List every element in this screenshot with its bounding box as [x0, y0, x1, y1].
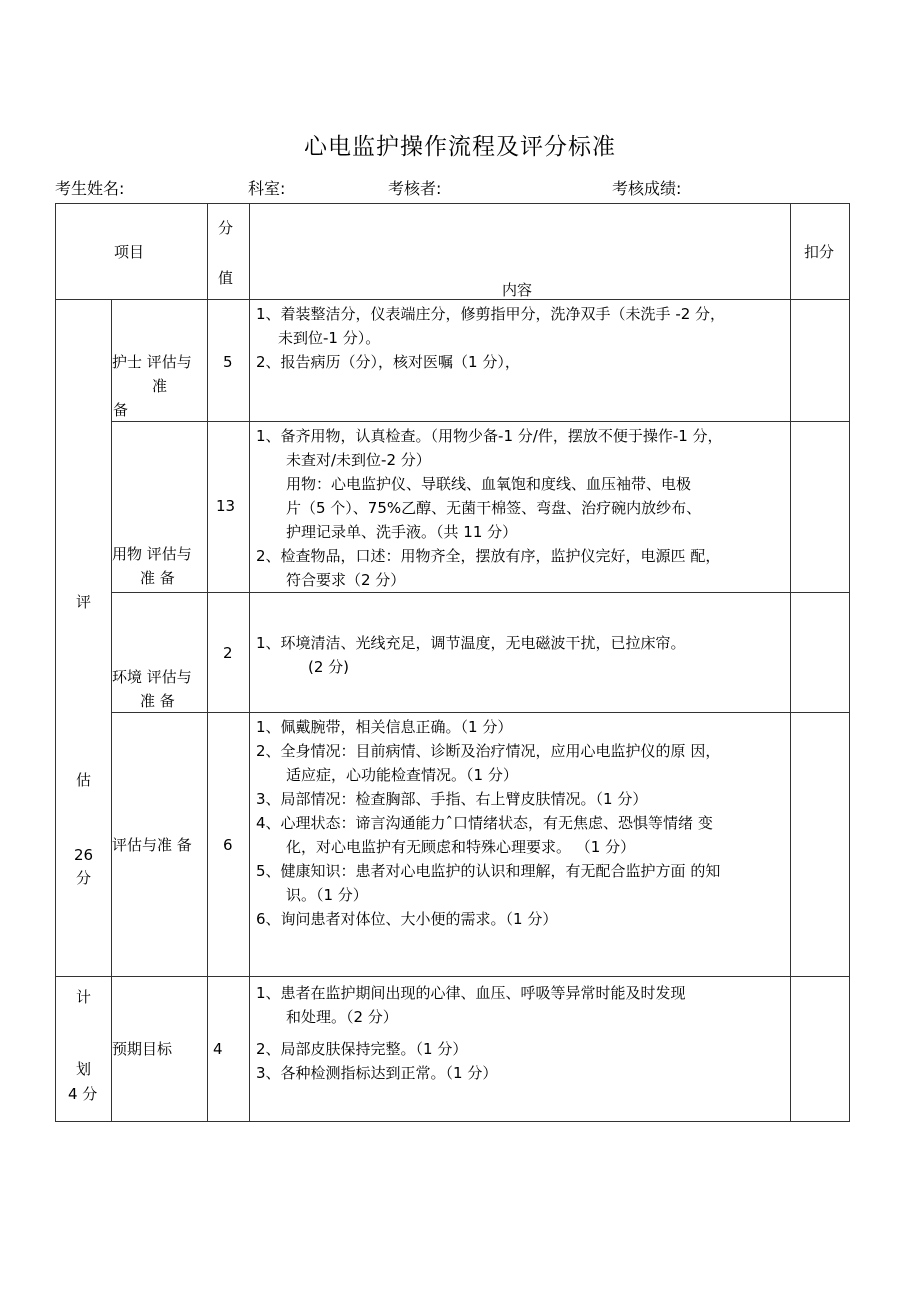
row-label-cell	[112, 977, 208, 1122]
row-content-cell	[250, 422, 791, 593]
content-line: 适应症，心功能检查情况。（1 分）	[286, 766, 518, 784]
row-label-cell	[112, 300, 208, 422]
row-points-cell	[208, 300, 250, 422]
group-plan-cell	[56, 977, 112, 1122]
row-points: 13	[216, 497, 236, 515]
row-points-cell	[208, 977, 250, 1122]
row-points: 2	[223, 644, 233, 662]
group-plan-char-1: 计	[76, 988, 92, 1006]
row-content-cell	[250, 593, 791, 713]
group-plan-char-2: 划	[76, 1060, 92, 1078]
department-label: 科室:	[248, 179, 286, 198]
content-line: 3、局部情况：检查胸部、手指、右上臂皮肤情况。（1 分）	[256, 790, 648, 808]
score-label: 考核成绩:	[612, 179, 682, 198]
row-content-cell	[250, 977, 791, 1122]
row-deduction-cell	[791, 422, 850, 593]
content-line: 2、检查物品，口述：用物齐全，摆放有序，监护仪完好，电源匹 配，	[256, 547, 721, 565]
header-points-2: 值	[218, 269, 234, 287]
row-points-cell	[208, 422, 250, 593]
content-line: 1、患者在监护期间出现的心律、血压、呼吸等异常时能及时发现	[256, 984, 686, 1002]
header-content-cell	[250, 204, 791, 300]
examinee-label: 考生姓名:	[55, 179, 125, 198]
content-line: 和处理。（2 分）	[286, 1008, 398, 1026]
content-line: 未到位-1 分）。	[278, 329, 381, 347]
content-line: 1、佩戴腕带，相关信息正确。（1 分）	[256, 718, 513, 736]
group-assess-cell	[56, 300, 112, 977]
content-line: 1、着装整洁分，仪表端庄分，修剪指甲分，洗净双手（未洗手 -2 分，	[256, 305, 726, 323]
content-line: 5、健康知识：患者对心电监护的认识和理解，有无配合监护方面 的知	[256, 862, 721, 880]
table-row	[56, 300, 850, 422]
row-label: 环境 评估与	[112, 668, 192, 686]
content-line: 2、局部皮肤保持完整。（1 分）	[256, 1040, 468, 1058]
row-deduction-cell	[791, 593, 850, 713]
content-line: 4、心理状态：谛言沟通能力ˆ口情绪状态，有无焦虑、恐惧等情绪 变	[256, 814, 713, 832]
row-label: 用物 评估与	[112, 545, 192, 563]
content-line: 1、环境清洁、光线充足，调节温度，无电磁波干扰，已拉床帘。	[256, 634, 686, 652]
row-content-cell	[250, 300, 791, 422]
group-assess-char-2: 估	[76, 771, 92, 789]
header-points-cell	[208, 204, 250, 300]
group-assess-unit: 分	[76, 869, 92, 887]
content-line: (2 分)	[308, 658, 350, 676]
row-label: 备	[113, 401, 129, 419]
content-line: 6、询问患者对体位、大小便的需求。（1 分）	[256, 910, 558, 928]
examiner-label: 考核者:	[388, 179, 442, 198]
table-header-row	[56, 204, 850, 300]
content-line: 未查对/未到位-2 分）	[286, 451, 431, 469]
table-row	[56, 977, 850, 1122]
row-points-cell	[208, 713, 250, 977]
row-points: 6	[223, 836, 233, 854]
row-label: 准	[152, 377, 168, 395]
content-line: 1、备齐用物，认真检查。（用物少备-1 分/件，摆放不便于操作-1 分，	[256, 427, 723, 445]
header-points-1: 分	[218, 219, 234, 237]
table-row	[56, 713, 850, 977]
header-item-cell	[56, 204, 208, 300]
page-title: 心电监护操作流程及评分标准	[304, 134, 616, 160]
content-line: 2、报告病历（分），核对医嘱（1 分），	[256, 353, 520, 371]
header-deduction-cell	[791, 204, 850, 300]
content-line: 用物：心电监护仪、导联线、血氧饱和度线、血压袖带、电极	[286, 475, 692, 493]
row-points: 5	[223, 353, 233, 371]
header-deduction: 扣分	[804, 243, 835, 261]
row-deduction-cell	[791, 977, 850, 1122]
group-assess-char-1: 评	[76, 593, 92, 611]
row-label-cell	[112, 713, 208, 977]
row-label: 护士 评估与	[112, 353, 192, 371]
row-content-cell	[250, 713, 791, 977]
content-line: 符合要求（2 分）	[286, 571, 406, 589]
row-label: 准 备	[140, 569, 175, 587]
table-row	[56, 593, 850, 713]
row-points: 4	[213, 1040, 223, 1058]
row-label: 准 备	[140, 692, 175, 710]
row-label-cell	[112, 593, 208, 713]
content-line: 3、各种检测指标达到正常。（1 分）	[256, 1064, 498, 1082]
row-label: 评估与准 备	[112, 836, 192, 854]
row-deduction-cell	[791, 713, 850, 977]
group-plan-points: 4 分	[68, 1085, 98, 1103]
content-line: 片（5 个）、75%乙醇、无菌干棉签、弯盘、治疗碗内放纱布、	[286, 499, 702, 517]
row-label: 预期目标	[112, 1040, 173, 1058]
row-deduction-cell	[791, 300, 850, 422]
content-line: 2、全身情况：目前病情、诊断及治疗情况，应用心电监护仪的原 因，	[256, 742, 721, 760]
row-points-cell	[208, 593, 250, 713]
scoring-table	[55, 203, 850, 1122]
table-row	[56, 422, 850, 593]
content-line: 护理记录单、洗手液。（共 11 分）	[286, 523, 518, 541]
group-assess-points: 26	[74, 846, 94, 864]
row-label-cell	[112, 422, 208, 593]
header-content: 内容	[502, 281, 533, 299]
content-line: 化，对心电监护有无顾虑和特殊心理要求。 （1 分）	[286, 838, 636, 856]
content-line: 识。（1 分）	[286, 886, 368, 904]
header-item: 项目	[114, 243, 145, 261]
